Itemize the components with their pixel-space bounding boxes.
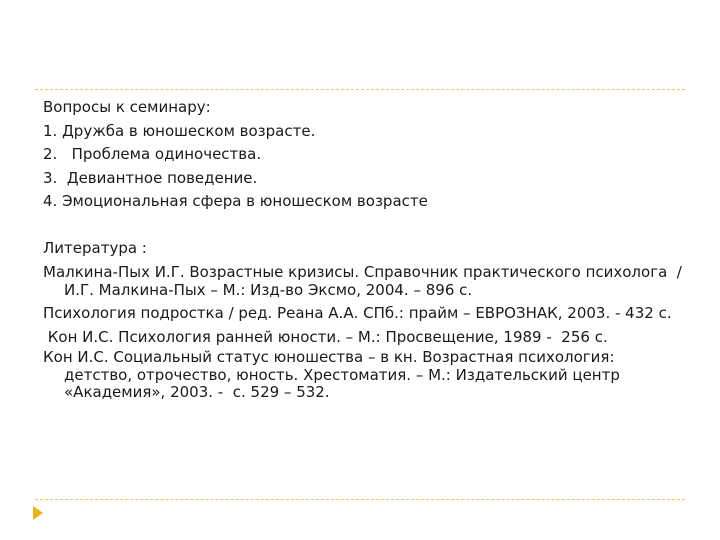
literature-item: Малкина-Пых И.Г. Возрастные кризисы. Справочник практического психолога / И.Г. Малкина-Пых – М.: Изд-во Эксмо, 2004. – 896 с. — [43, 263, 687, 299]
literature-heading: Литература : — [43, 238, 147, 257]
questions-heading: Вопросы к семинару: — [43, 98, 211, 116]
triangle-bullet-icon — [33, 506, 43, 520]
literature-item: Психология подростка / ред. Реана А.А. СПб.: прайм – ЕВРОЗНАК, 2003. - 432 с. — [43, 304, 672, 322]
question-item: 1. Дружба в юношеском возрасте. — [43, 121, 316, 140]
question-item: 2. Проблема одиночества. — [43, 145, 262, 163]
question-item: 3. Девиантное поведение. — [43, 168, 258, 187]
question-item: 4. Эмоциональная сфера в юношеском возрасте — [43, 192, 428, 210]
slide-content — [43, 96, 687, 408]
literature-item: Кон И.С. Психология ранней юности. – М.: Просвещение, 1989 - 256 с. — [43, 327, 608, 346]
top-divider — [35, 89, 685, 90]
section-gap — [43, 214, 683, 237]
literature-item: Кон И.С. Социальный статус юношества – в кн. Возрастная психология: детство, отрочество, юность. Хрестоматия. – М.: Издательский центр «Академия», 2003. - с. 529 – 532. — [43, 348, 625, 401]
bottom-divider — [35, 499, 685, 500]
